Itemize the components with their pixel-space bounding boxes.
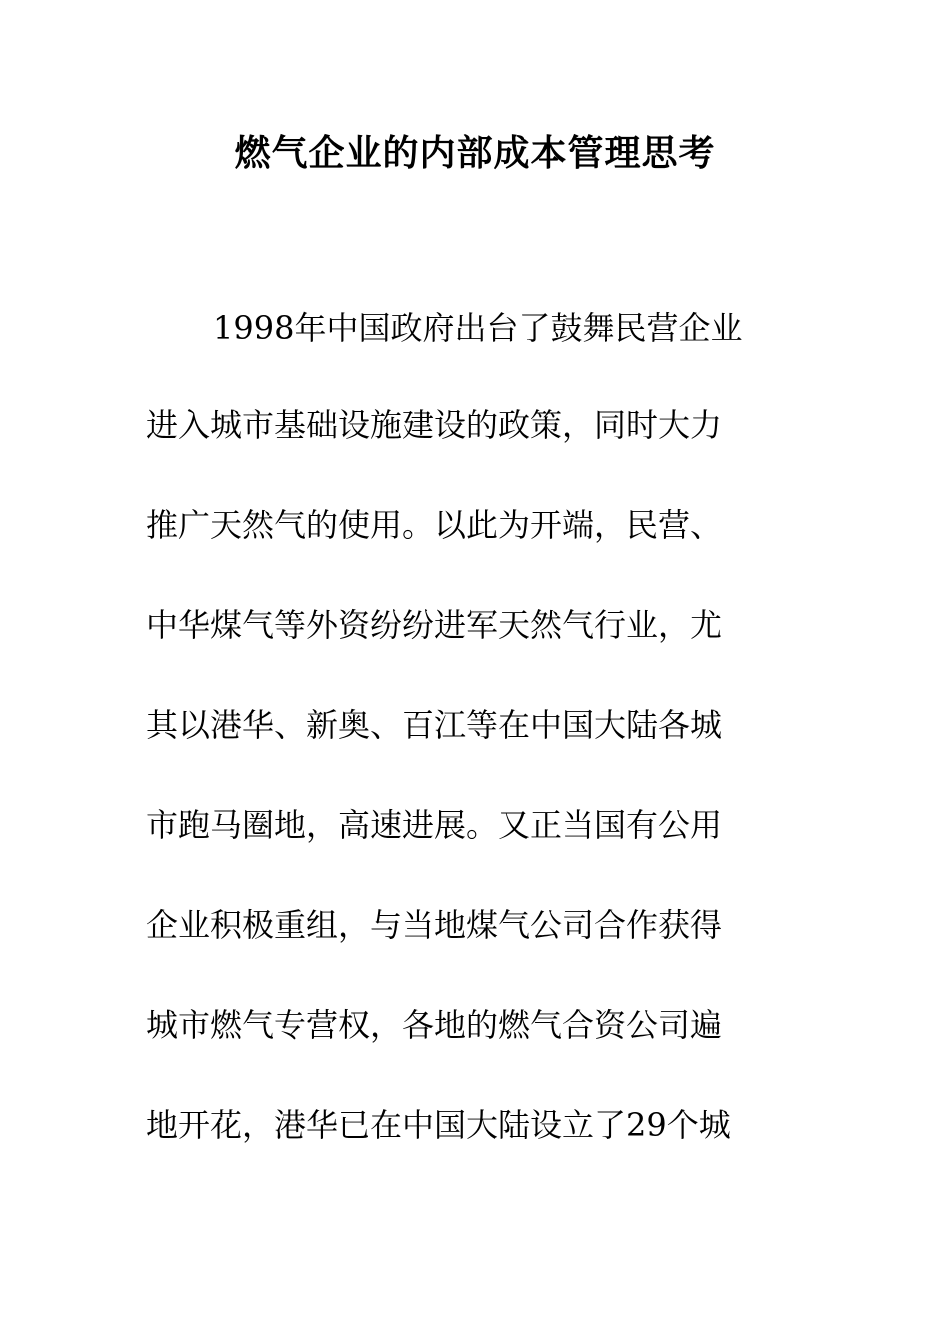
body-line-5: 其以港华、新奥、百江等在中国大陆各城: [146, 706, 723, 744]
document-title: 燃气企业的内部成本管理思考: [234, 133, 716, 174]
body-line-9: 地开花，港华已在中国大陆设立了29个城: [146, 1106, 731, 1144]
body-line-3: 推广天然气的使用。以此为开端，民营、: [146, 506, 723, 544]
body-line-1: 1998年中国政府出台了鼓舞民营企业: [213, 309, 743, 347]
body-line-4: 中华煤气等外资纷纷进军天然气行业，尤: [146, 606, 723, 644]
body-line-8: 城市燃气专营权，各地的燃气合资公司遍: [146, 1006, 723, 1044]
body-line-7: 企业积极重组，与当地煤气公司合作获得: [146, 906, 723, 944]
body-line-2: 进入城市基础设施建设的政策，同时大力: [146, 406, 723, 444]
body-line-6: 市跑马圈地，高速进展。又正当国有公用: [146, 806, 723, 844]
